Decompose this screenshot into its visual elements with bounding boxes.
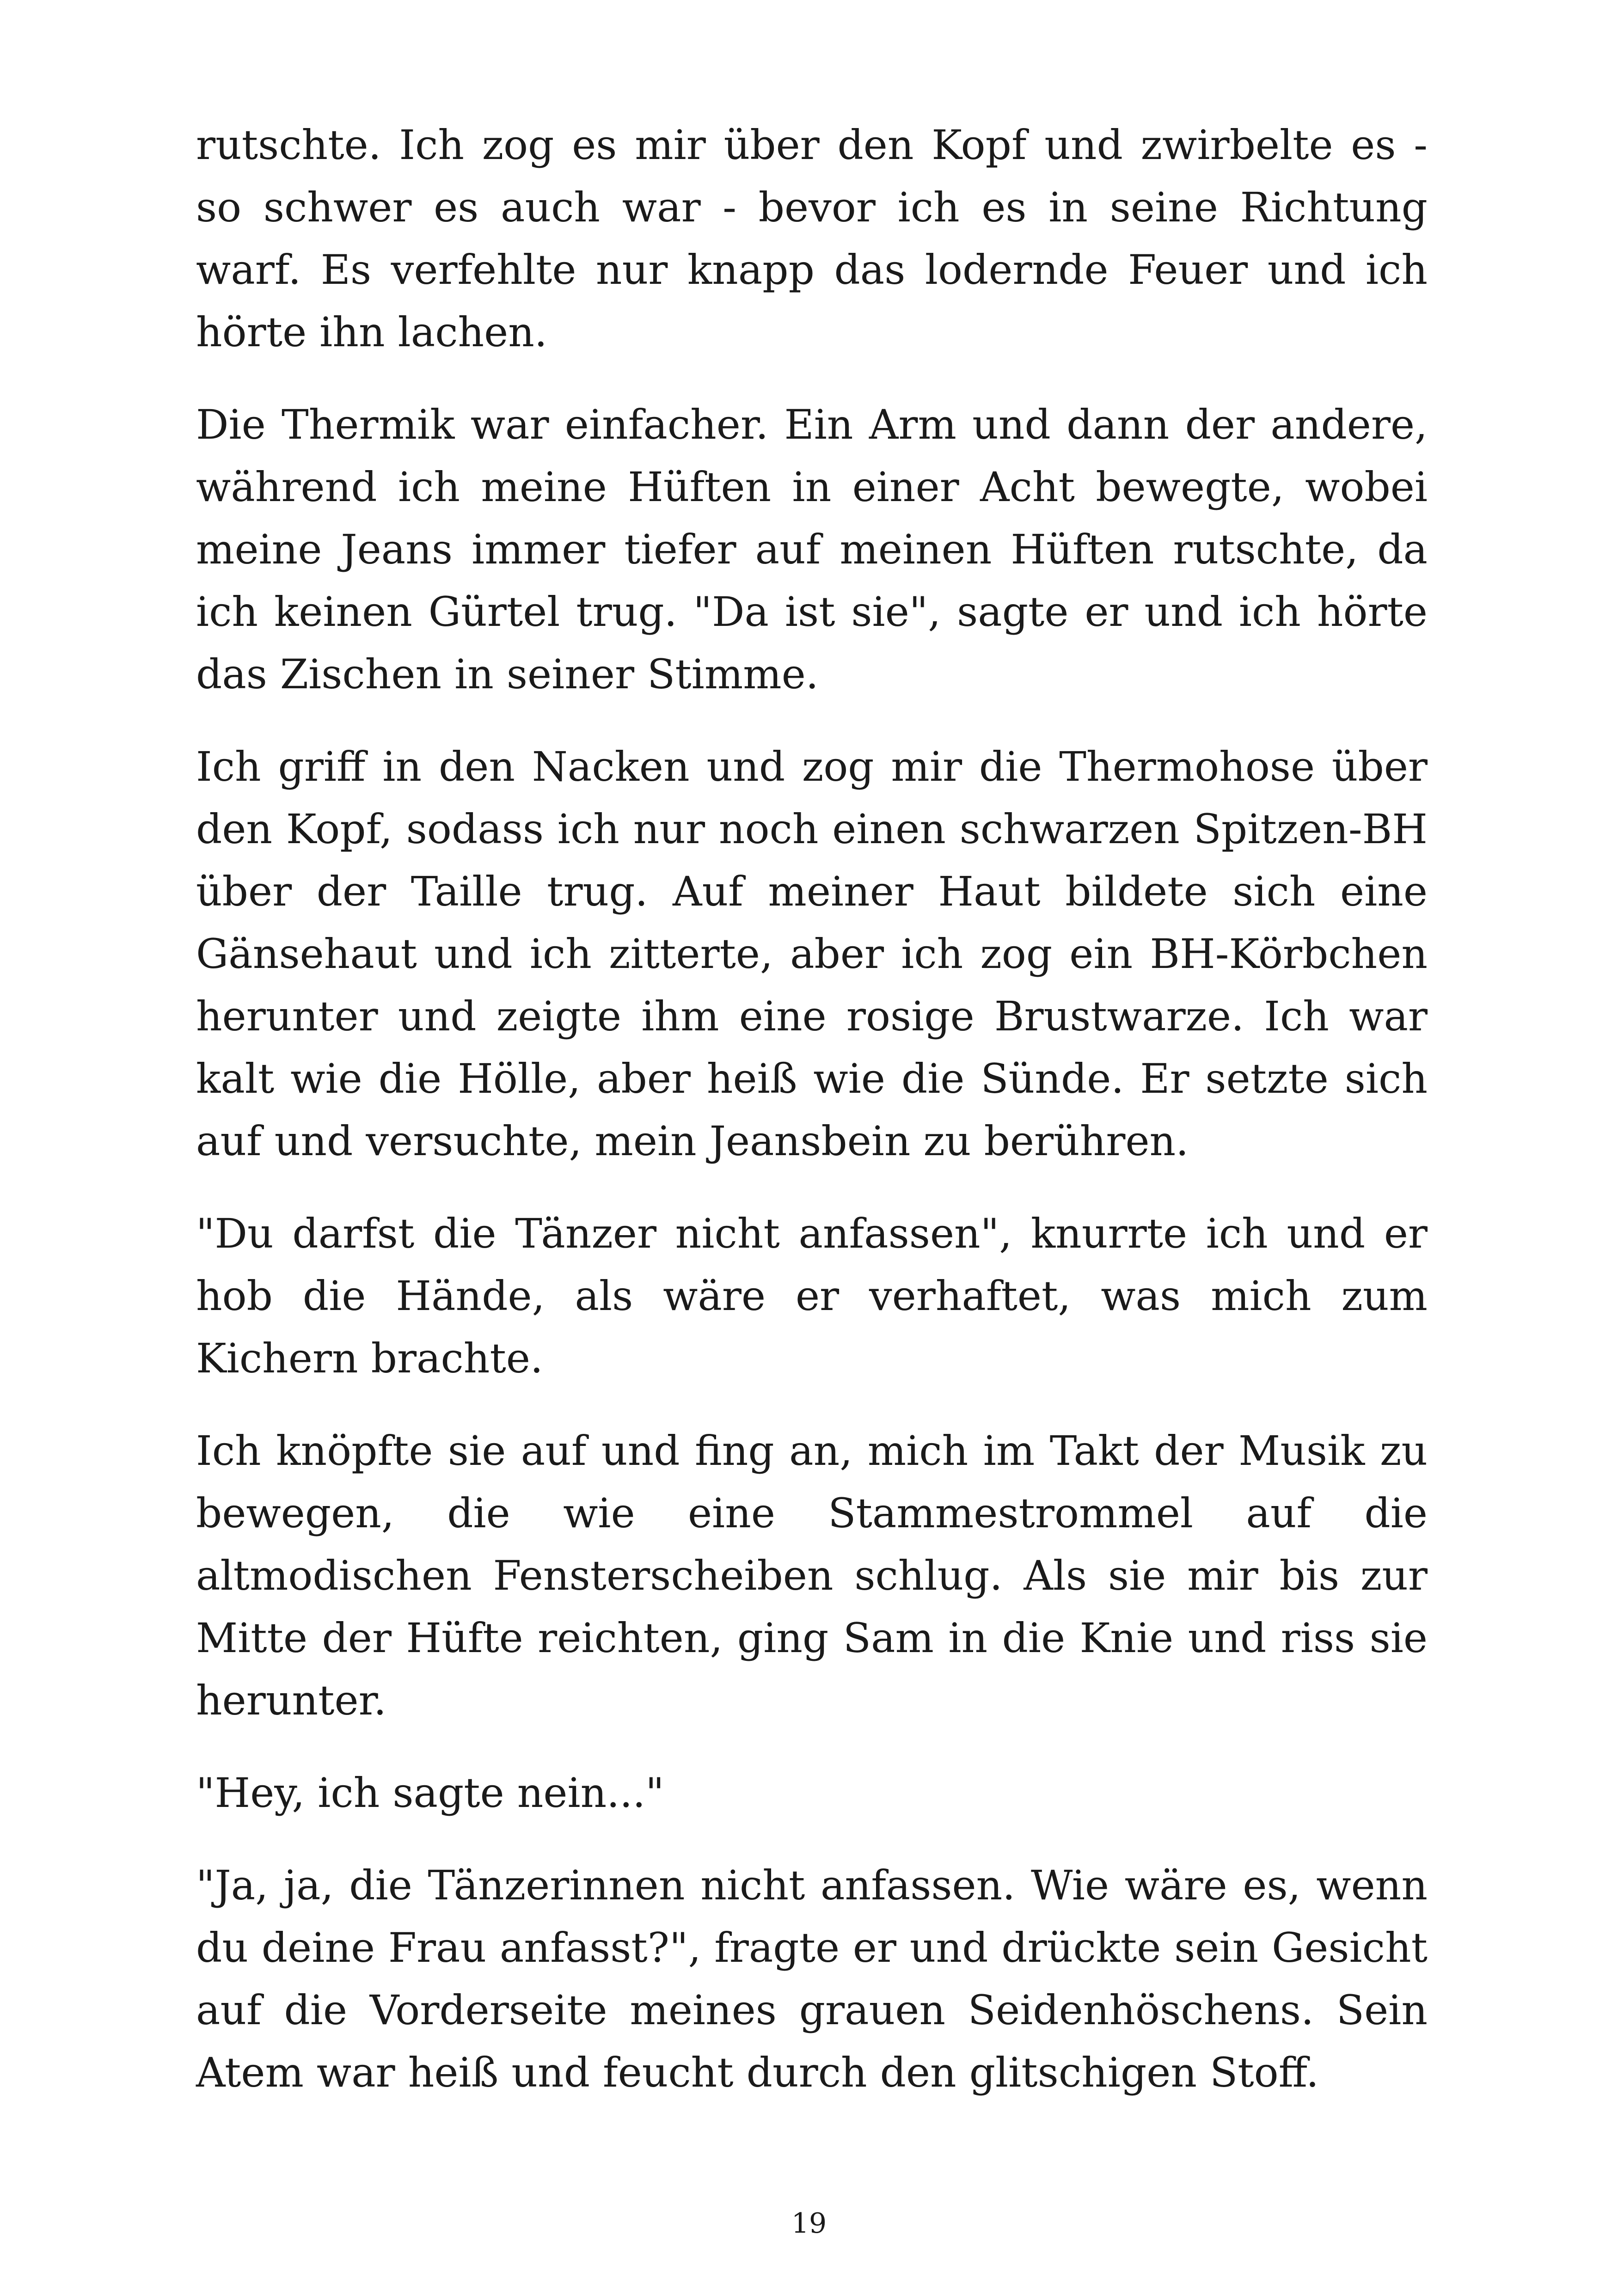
body-text xyxy=(196,114,1428,2134)
paragraph-5: Ich knöpfte sie auf und fing an, mich im Takt der Musik zu bewegen, die wie eine Stammestrommel auf die altmodischen Fensterscheiben schlug. Als sie mir bis zur Mitte der Hüfte reichten, ging Sam in die Knie und riss sie herunter. xyxy=(196,1427,1428,1724)
paragraph-2: Die Thermik war einfacher. Ein Arm und dann der andere, während ich meine Hüften in einer Acht bewegte, wobei meine Jeans immer tiefer auf meinen Hüften rutschte, da ich keinen Gürtel trug. "Da ist sie", sagte er und ich hörte das Zischen in seiner Stimme. xyxy=(196,401,1428,698)
paragraph-1: rutschte. Ich zog es mir über den Kopf und zwirbelte es - so schwer es auch war - bevor ich es in seine Richtung warf. Es verfehlte nur knapp das lodernde Feuer und ich hörte ihn lachen. xyxy=(196,121,1428,356)
paragraph-6: "Hey, ich sagte nein..." xyxy=(196,1769,664,1817)
paragraph-4: "Du darfst die Tänzer nicht anfassen", knurrte ich und er hob die Hände, als wäre er verhaftet, was mich zum Kichern brachte. xyxy=(196,1210,1428,1382)
paragraph-3: Ich griff in den Nacken und zog mir die Thermohose über den Kopf, sodass ich nur noch einen schwarzen Spitzen-BH über der Taille trug. Auf meiner Haut bildete sich eine Gänsehaut und ich zitterte, aber ich zog ein BH-Körbchen herunter und zeigte ihm eine rosige Brustwarze. Ich war kalt wie die Hölle, aber heiß wie die Sünde. Er setzte sich auf und versuchte, mein Jeansbein zu berühren. xyxy=(196,743,1428,1165)
paragraph-7: "Ja, ja, die Tänzerinnen nicht anfassen. Wie wäre es, wenn du deine Frau anfasst?", fragte er und drückte sein Gesicht auf die Vorderseite meines grauen Seidenhöschens. Sein Atem war heiß und feucht durch den glitschigen Stoff. xyxy=(196,1861,1428,2096)
page-number: 19 xyxy=(791,2207,827,2240)
